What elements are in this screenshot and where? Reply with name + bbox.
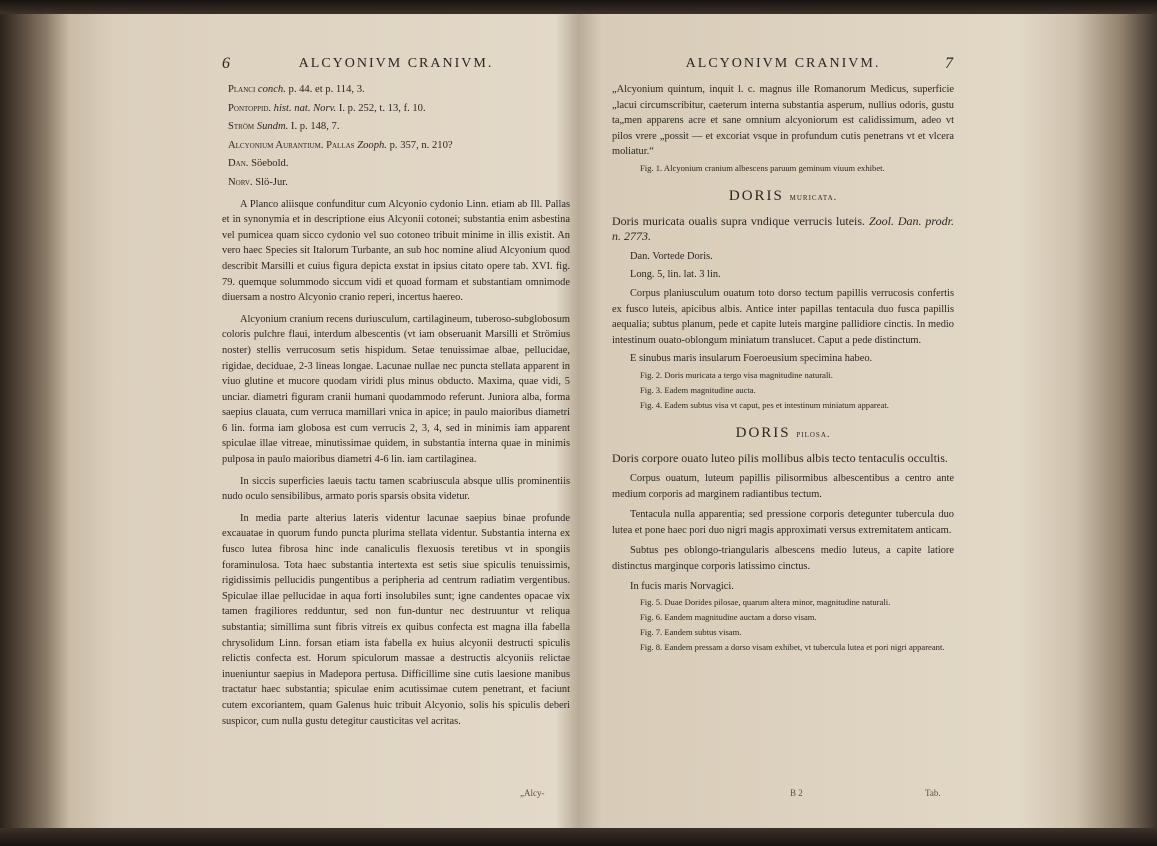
paragraph: In media parte alterius lateris videntur lacunae saepius binae profunde excauatae in quorum fundo puncta plurima stellata videntur. Substantia interna ex fusco lutea fibrosa hinc inde canaliculis flexuosis teretibus vt in spongiis foraminulosa. Tota haec substantia intertexta est setis siue spiculis tenuissimis, rigidissimis pellucidis pungentibus a peripheria ad centrum radiatim vergentibus. Spiculae illae pellucidae in aqua forti insolubiles sunt; igne candentes opacae vix tamen fragiliores redduntur, sed non fun-duntur nec destruuntur vt reliqua substantia; simillima sunt fibris vitreis ex quibus confecta est magna illa fabella chrysolidum Linn. forsan etiam ista fabella ex huius alcyonii destructi spiculis relictis confecta est. Horum spiculorum massae a destructis alcyoniis relictae inueniuntur saepius in Madepora pertusa. Difficillime sine cutis laesione manibus tractatur haec substantia; spiculae enim acutissimae cutem penetrant, et faciunt cutem excoriantem, quam Galenus huic tribuit Alcyonio, solis his spiculis deberi suspicor, cum nulla gustu detegitur causticitas vel acritas. [222,512,570,727]
catchword: „Alcy- [520,788,545,798]
paragraph: Alcyonium cranium recens duriusculum, cartilagineum, tuberoso-subglobosum coloris pulchre flaui, interdum albescentis (vt iam obseruanit Marsilli et Strömius noster) stellis verrucosum setis hispidum. Setae tenuissimae albae, pellucidae, rigidae, deciduae, 2-3 lineas longae. Lacunae nullae nec puncta stellata apparent in viuo glutine et mucore quodam viridi plus minus obducto. Maxima, quae vidi, 5 unciar. diametri figuram cranii humani quodammodo referunt. Juniora alba, forma saepius clauata, cum verruca mamillari vnica in apice; in paulo maioribus diametri 6 lin. forma iam globosa est cum verrucis 2, 3, 4, sed in minimis iam apparent spiculae illae vitreae, minutissimae quidem, in substantia interna quae in minimis pulposa in paulo maioribus diametri 4-6 lin. iam cartilaginea. [222,313,570,466]
running-head: ALCYONIVM CRANIVM. [685,56,881,71]
diagnosis: Doris corpore ouato luteo pilis mollibus albis tecto tentaculis occultis. [612,450,948,465]
synonym-ref: Norv. Slö-Jur. [228,176,288,188]
figure-caption: Fig. 4. Eadem subtus visa vt caput, pes et intestinum miniatum appareat. [640,399,889,410]
book-top-edge [0,0,1157,14]
description: Corpus ouatum, luteum papillis pilisormibus albescentibus a centro ante medium corporis ad marginem radiantibus tectum. [612,473,954,500]
figure-list [612,369,954,412]
diagnosis: Doris muricata oualis supra vndique verrucis luteis. Zool. Dan. prodr. n. 2773. [612,213,955,244]
measurements: Long. 5, lin. lat. 3 lin. [630,269,721,281]
synonym-ref: Alcyonium Aurantium. Pallas Zooph. p. 357, n. 210? [228,139,453,151]
signature-mark: B 2 [790,788,803,798]
description: Corpus planiusculum ouatum toto dorso tectum papillis verrucosis confertis ex fusco luteis, apicibus albis. Antice inter papillas tentacula duo fusca papillis aequalia; subtus planum, pede et capite luteis margine pallidiore cinctis. In medio intestinum ouato-oblongum miniatum translucet. Caput a pede distinctum. [612,287,954,346]
left-page-header [222,56,570,76]
catchword: Tab. [925,788,941,798]
figure-caption: Fig. 3. Eadem magnitudine aucta. [640,384,756,395]
figure-caption: Fig. 7. Eandem subtus visam. [640,627,742,638]
right-page-header [612,56,954,76]
page-number: 7 [945,55,954,72]
figure-caption: Fig. 6. Eandem magnitudine auctam a dorso visam. [640,612,817,623]
paragraph: In siccis superficies laeuis tactu tamen scabriuscula absque ullis prominentiis nudo oculo sensibilibus, armato poris sparsis obsita videtur. [222,475,570,503]
species-heading: DORIS pilosa. [735,424,831,441]
figure-caption: Fig. 1. Alcyonium cranium albescens paruum geminum viuum exhibet. [640,162,885,173]
description: Subtus pes oblongo-triangularis albescens medio luteus, a capite latiore distinctus marginque corporis latissimo cinctus. [612,545,954,573]
paragraph: A Planco aliisque confunditur cum Alcyonio cydonio Linn. etiam ab Ill. Pallas et in synonymia et in descriptione eius Alcyonii cotonei; substantia enim asbestina vel pumicea quam sicco cydonio vel suo cotoneo tribuit minime in illis existit. An vero haec Species sit Italorum Turbante, an sub hoc nomine aliud Alcyonium quod describit Marsilli et cuius figura depicta exstat in ipsius citato opere tab. XVI. fig. 79. quemque solummodo siccum vidi et quoad formam et substantiam omnimode diuersam a nostro Alcyonio cranio reperi, incertus haereo. [222,198,570,304]
quotation: „Alcyonium quintum, inquit l. c. magnus ille Romanorum Medicus, superficie „lacui circumscribitur, caeterum interna substantia asperum, nullius odoris, gustu ta„men apparens acre et sane omnium alcyoniorum est calidissimum, adeo vt pilos vrere „possit — et excoriat vsque in profundum cutis penetrans vt et vlcera moliatur.“ [612,84,954,158]
synonym-ref: Ström Sundm. I. p. 148, 7. [228,121,340,133]
locality: In fucis maris Norvagici. [630,580,734,592]
figure-caption: Fig. 5. Duae Dorides pilosae, quarum altera minor, magnitudine naturali. [640,597,891,608]
synonym-ref: Dan. Söebold. [228,158,289,170]
synonym-list [222,82,570,191]
vernacular-name: Dan. Vortede Doris. [630,250,713,262]
figure-caption: Fig. 2. Doris muricata a tergo visa magnitudine naturali. [640,369,833,380]
synonym-ref: Planci conch. p. 44. et p. 114, 3. [228,84,365,95]
figure-list [612,596,954,654]
synonym-ref: Pontoppid. hist. nat. Norv. I. p. 252, t. 13, f. 10. [228,102,426,114]
left-page [222,56,570,729]
species-heading: DORIS muricata. [728,187,838,204]
right-page [612,56,954,656]
figure-caption: Fig. 8. Eandem pressam a dorso visam exhibet, vt tubercula lutea et pori nigri appareant. [640,642,945,653]
running-head: ALCYONIVM CRANIVM. [298,56,494,71]
page-number: 6 [222,55,231,72]
book-bottom-edge [0,828,1157,846]
locality: E sinubus maris insularum Foeroeusium specimina habeo. [630,353,873,365]
description: Tentacula nulla apparentia; sed pressione corporis detegunter tubercula duo lutea et pone haec pori duo nigri magis approximati versus extremitatem anticam. [612,509,954,536]
